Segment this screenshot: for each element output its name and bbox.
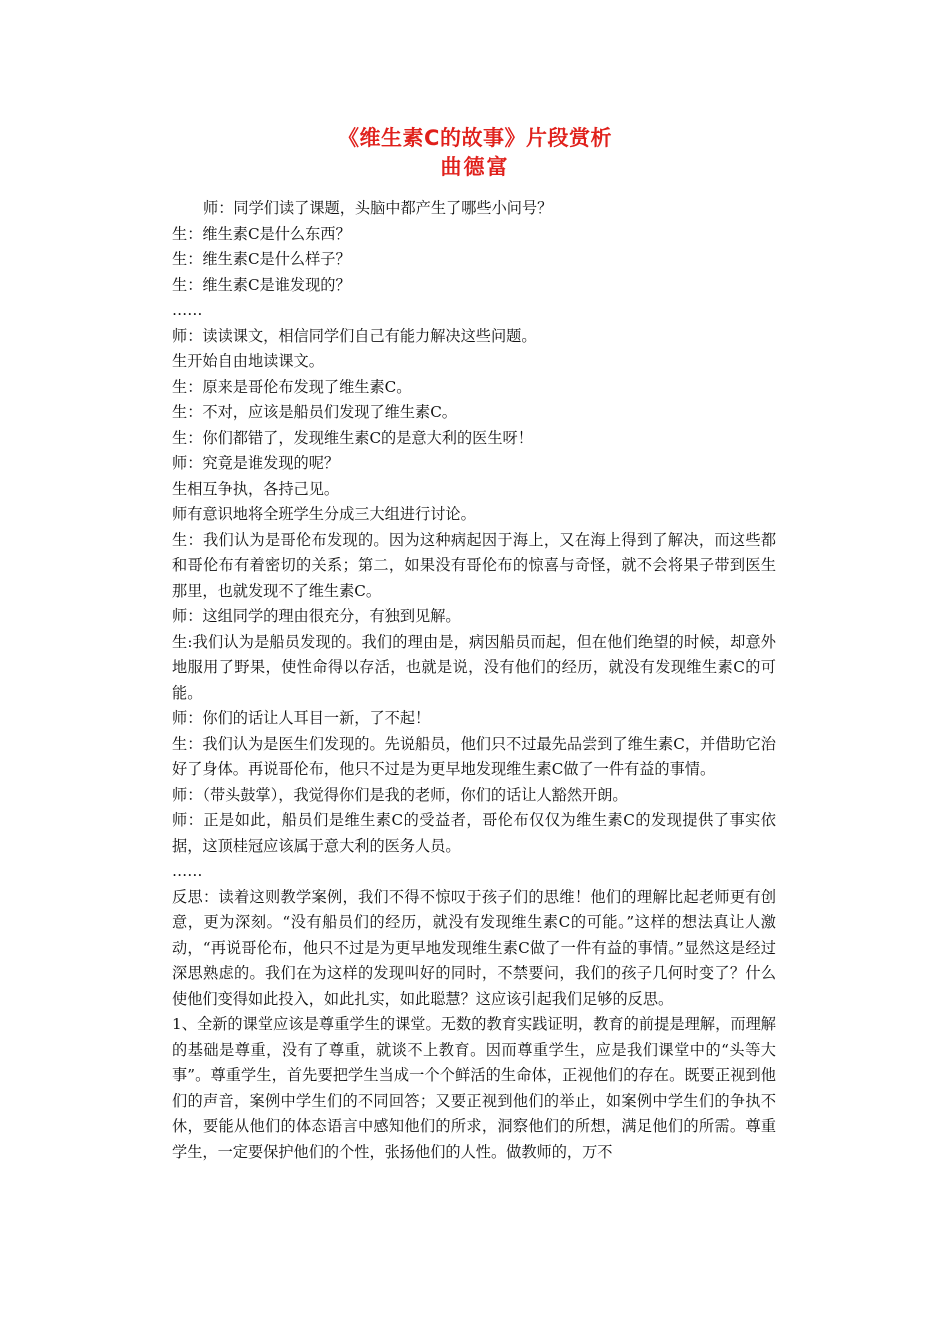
title-block: [0, 124, 950, 182]
paragraph: 生：我们认为是哥伦布发现的。因为这种病起因于海上，又在海上得到了解决，而这些都和哥伦布有着密切的关系；第二，如果没有哥伦布的惊喜与奇怪，就不会将果子带到医生那里，也就发现不了维生素C。: [172, 530, 776, 600]
paragraph: 生：维生素C是什么东西？: [172, 224, 351, 243]
paragraph: 生：你们都错了，发现维生素C的是意大利的医生呀！: [172, 428, 533, 447]
paragraph: 生：原来是哥伦布发现了维生素C。: [172, 377, 412, 396]
paragraph: 师有意识地将全班学生分成三大组进行讨论。: [172, 505, 476, 523]
paragraph: 师：这组同学的理由很充分，有独到见解。: [172, 607, 461, 625]
paragraph: 师：读读课文，相信同学们自己有能力解决这些问题。: [172, 326, 537, 345]
reflection-paragraph: 反思：读着这则教学案例，我们不得不惊叹于孩子们的思维！他们的理解比起老师更有创意，更为深刻。“没有船员们的经历，就没有发现维生素C的可能。”这样的想法真让人激动，“再说哥伦布，他只不过是为更早地发现维生素C做了一件有益的事情。”显然这是经过深思熟虑的。我们在为这样的发现叫好的同时，不禁要问，我们的孩子几何时变了？什么使他们变得如此投入，如此扎实，如此聪慧？这应该引起我们足够的反思。: [172, 887, 776, 1008]
ellipsis: ……: [172, 862, 203, 880]
document-author: 曲德富: [440, 155, 510, 179]
paragraph: 生:我们认为是船员发现的。我们的理由是，病因船员而起，但在他们绝望的时候，却意外地服用了野果，使性命得以存活，也就是说，没有他们的经历，就没有发现维生素C的可能。: [172, 632, 776, 702]
paragraph: 师：究竟是谁发现的呢？: [172, 454, 340, 472]
paragraph: 师：（带头鼓掌），我觉得你们是我的老师，你们的话让人豁然开朗。: [172, 785, 628, 804]
document-title: 《维生素C的故事》片段赏析: [338, 126, 612, 150]
document-body: [172, 196, 776, 1165]
paragraph: 生：不对，应该是船员们发现了维生素C。: [172, 403, 457, 421]
reflection-point-1: 1、全新的课堂应该是尊重学生的课堂。无数的教育实践证明，教育的前提是理解，而理解的基础是尊重，没有了尊重，就谈不上教育。因而尊重学生，应是我们课堂中的“头等大事”。尊重学生，首先要把学生当成一个个鲜活的生命体，正视他们的存在。既要正视到他们的声音，案例中学生们的不同回答；又要正视到他们的举止，如案例中学生们的争执不休，要能从他们的体态语言中感知他们的所求，洞察他们的所想，满足他们的所需。尊重学生，一定要保护他们的个性，张扬他们的人性。做教师的，万不: [172, 1015, 776, 1161]
paragraph: 生相互争执，各持己见。: [172, 479, 340, 498]
paragraph: 生：维生素C是谁发现的？: [172, 275, 351, 294]
paragraph: 师：同学们读了课题，头脑中都产生了哪些小问号？: [203, 199, 553, 217]
paragraph: 生：我们认为是医生们发现的。先说船员，他们只不过最先品尝到了维生素C，并借助它治好了身体。再说哥伦布，他只不过是为更早地发现维生素C做了一件有益的事情。: [172, 734, 776, 778]
paragraph: 生开始自由地读课文。: [172, 352, 324, 370]
ellipsis: ……: [172, 301, 203, 319]
paragraph: 生：维生素C是什么样子？: [172, 250, 351, 268]
paragraph: 师：正是如此，船员们是维生素C的受益者，哥伦布仅仅为维生素C的发现提供了事实依据，这顶桂冠应该属于意大利的医务人员。: [172, 811, 776, 855]
paragraph: 师：你们的话让人耳目一新，了不起！: [172, 709, 431, 727]
